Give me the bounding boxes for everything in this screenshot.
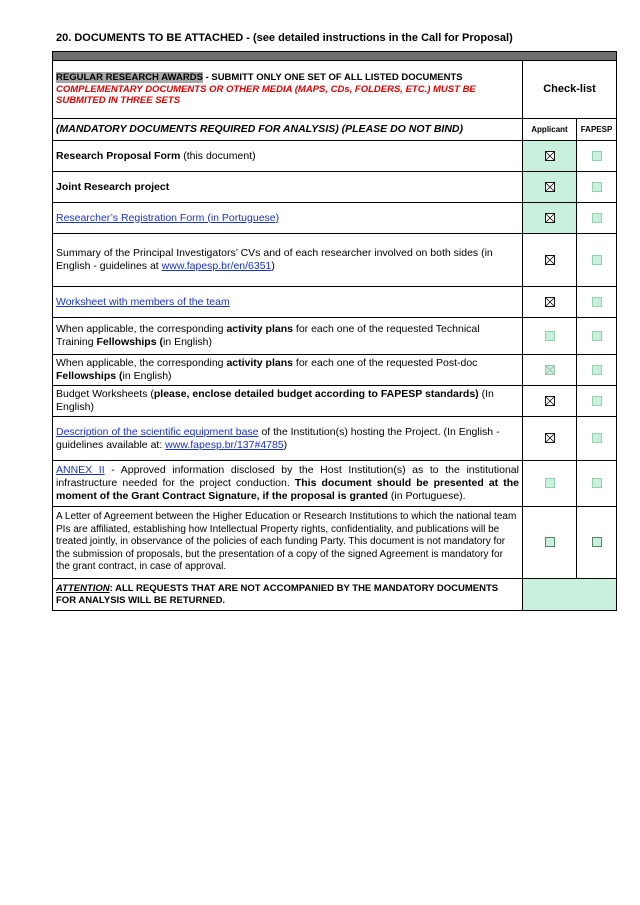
- applicant-checkbox[interactable]: [523, 386, 577, 417]
- applicant-checkbox[interactable]: [523, 417, 577, 461]
- document-description: [53, 172, 523, 203]
- description-text: (this document): [180, 149, 256, 162]
- document-link[interactable]: Description of the scientific equipment base: [56, 425, 259, 438]
- document-description: [53, 234, 523, 287]
- attention-label: ATTENTION: [56, 583, 110, 594]
- document-link[interactable]: www.fapesp.br/en/6351: [161, 260, 272, 272]
- checklist-header: Check-list: [523, 61, 617, 119]
- document-description: [53, 141, 523, 172]
- applicant-checkbox[interactable]: [523, 318, 577, 355]
- applicant-checkbox[interactable]: [523, 203, 577, 234]
- description-text: (in Portuguese).: [387, 489, 466, 502]
- applicant-column-header: Applicant: [523, 119, 577, 141]
- fapesp-checkbox[interactable]: [577, 355, 617, 386]
- fapesp-checkbox[interactable]: [577, 172, 617, 203]
- table-top-rule: [53, 52, 617, 61]
- fapesp-column-header: FAPESP: [577, 119, 617, 141]
- header-notice: [53, 61, 523, 119]
- document-description: [53, 203, 523, 234]
- emphasis-text: Research Proposal Form: [56, 149, 181, 162]
- fapesp-checkbox[interactable]: [577, 234, 617, 287]
- document-row: [53, 355, 617, 386]
- emphasis-text: please, enclose detailed budget according to FAPESP standards): [153, 388, 479, 401]
- document-description: [53, 287, 523, 318]
- fapesp-checkbox[interactable]: [577, 507, 617, 579]
- description-text: in English): [162, 336, 213, 348]
- document-link[interactable]: ANNEX II: [56, 464, 105, 477]
- emphasis-text: Joint Research project: [56, 180, 170, 193]
- document-row: [53, 141, 617, 172]
- description-text: of the Institution(s) hosting the Project. (In English - guidelines available at:: [56, 425, 500, 451]
- document-link[interactable]: www.fapesp.br/137#4785: [165, 438, 284, 451]
- document-row: [53, 172, 617, 203]
- description-text: for each one of the requested Post-doc: [292, 357, 478, 370]
- applicant-checkbox[interactable]: [523, 141, 577, 172]
- applicant-checkbox[interactable]: [523, 355, 577, 386]
- section-title: 20. DOCUMENTS TO BE ATTACHED - (see detailed instructions in the Call for Proposal): [56, 32, 513, 44]
- attention-row: [53, 579, 617, 611]
- description-text: A Letter of Agreement between the Higher Education or Research Institutions to which the national team PIs are affiliated, establishing how Intellectual Property rights, confidentiality, and publications will be treated jointly, in observance of the policies of each funding Party. This document is not mandatory for the submission of proposals, but the presentation of a copy of the signed Agreement is mandatory for the grant contract, in case of approval.: [56, 511, 517, 573]
- attention-checklist-cell: [523, 579, 617, 611]
- fapesp-checkbox[interactable]: [577, 287, 617, 318]
- document-description: [53, 507, 523, 579]
- description-text: When applicable, the corresponding: [56, 323, 227, 336]
- document-row: [53, 386, 617, 417]
- header-row: [53, 61, 617, 119]
- document-description: [53, 417, 523, 461]
- fapesp-checkbox[interactable]: [577, 203, 617, 234]
- fapesp-checkbox[interactable]: [577, 318, 617, 355]
- document-description: [53, 461, 523, 507]
- mandatory-heading: (MANDATORY DOCUMENTS REQUIRED FOR ANALYSIS) (PLEASE DO NOT BIND): [53, 119, 523, 141]
- document-row: [53, 203, 617, 234]
- fapesp-checkbox[interactable]: [577, 461, 617, 507]
- document-row: [53, 234, 617, 287]
- document-row: [53, 287, 617, 318]
- applicant-checkbox[interactable]: [523, 461, 577, 507]
- description-text: for each one of the requested Technical Training: [56, 323, 480, 348]
- applicant-checkbox[interactable]: [523, 172, 577, 203]
- document-link[interactable]: Researcher’s Registration Form (in Portuguese): [56, 211, 280, 224]
- complementary-docs-note: COMPLEMENTARY DOCUMENTS OR OTHER MEDIA (MAPS, CDs, FOLDERS, ETC.) MUST BE SUBMITED IN THREE SETS: [56, 83, 476, 107]
- applicant-checkbox[interactable]: [523, 507, 577, 579]
- document-row: [53, 318, 617, 355]
- description-text: (In English): [56, 388, 494, 413]
- document-description: [53, 386, 523, 417]
- description-text: ): [271, 260, 275, 272]
- fapesp-checkbox[interactable]: [577, 386, 617, 417]
- document-link[interactable]: Worksheet with members of the team: [56, 295, 230, 308]
- emphasis-text: This document should be presented at the moment of the Grant Contract Signature, if the proposal is granted: [56, 477, 519, 502]
- description-text: ): [283, 438, 288, 451]
- applicant-checkbox[interactable]: [523, 234, 577, 287]
- mandatory-row: [53, 119, 617, 141]
- submit-once-note: - SUBMITT ONLY ONE SET OF ALL LISTED DOCUMENTS: [202, 72, 463, 84]
- description-text: Summary of the Principal Investigators’ CVs and of each researcher involved on both sides (in English - guidelines at: [56, 247, 493, 272]
- description-text: When applicable, the corresponding: [56, 357, 227, 370]
- fapesp-checkbox[interactable]: [577, 417, 617, 461]
- emphasis-text: Fellowships (: [96, 336, 163, 348]
- documents-table: [52, 51, 617, 611]
- document-row: [53, 507, 617, 579]
- description-text: Budget Worksheets (: [56, 388, 154, 401]
- applicant-checkbox[interactable]: [523, 287, 577, 318]
- emphasis-text: activity plans: [226, 357, 293, 370]
- document-description: [53, 318, 523, 355]
- emphasis-text: activity plans: [226, 323, 293, 336]
- attention-text: : ALL REQUESTS THAT ARE NOT ACCOMPANIED BY THE MANDATORY DOCUMENTS FOR ANALYSIS WILL BE RETURNED.: [56, 583, 499, 606]
- description-text: in English): [122, 370, 172, 382]
- document-row: [53, 417, 617, 461]
- description-text: - Approved information disclosed by the Host Institution(s) as to the institutional infrastructure needed for the project conduction.: [56, 464, 519, 490]
- fapesp-checkbox[interactable]: [577, 141, 617, 172]
- award-type-highlight: REGULAR RESEARCH AWARDS: [56, 72, 203, 84]
- document-row: [53, 461, 617, 507]
- emphasis-text: Fellowships (: [56, 370, 123, 382]
- attention-notice: [53, 579, 523, 611]
- document-description: [53, 355, 523, 386]
